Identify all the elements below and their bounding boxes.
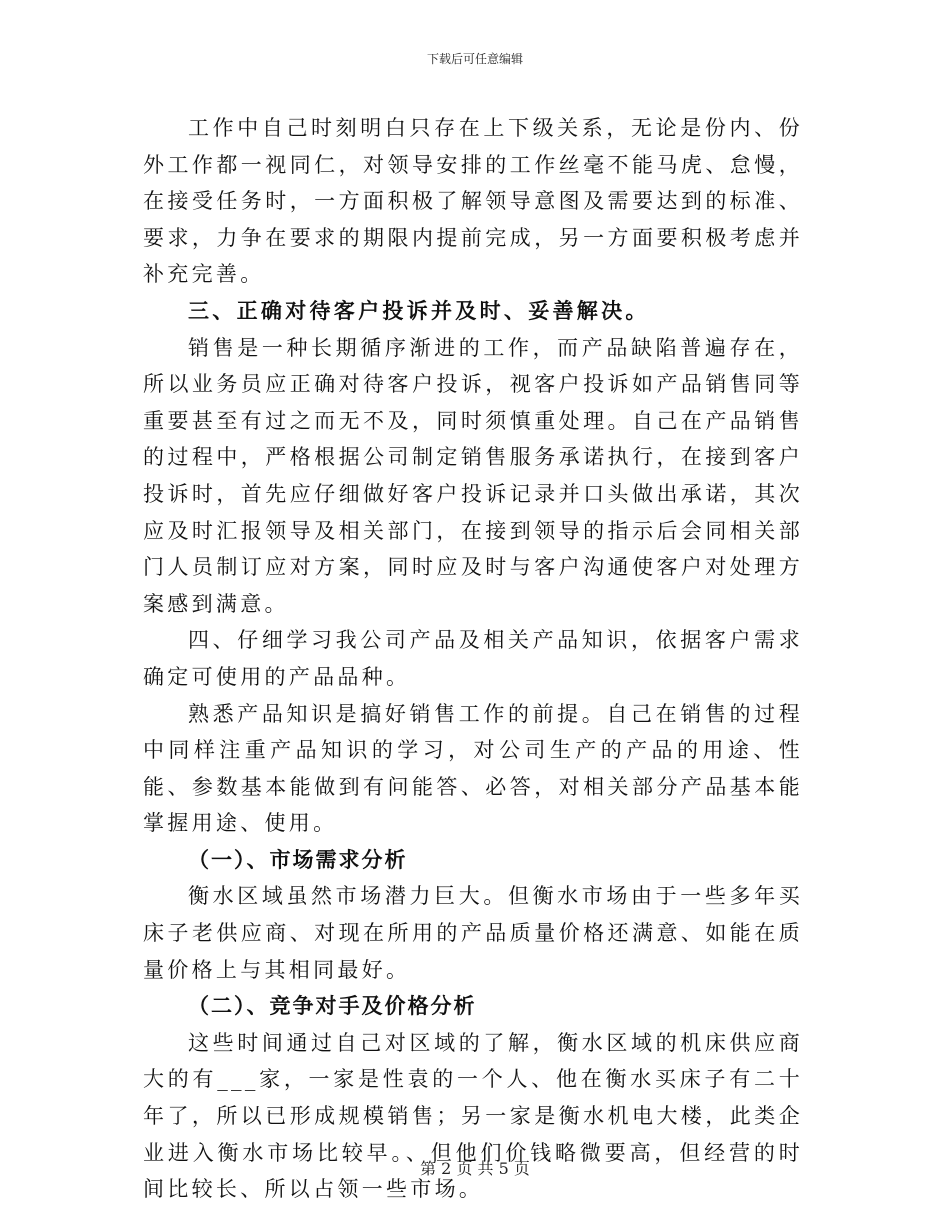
heading-market-demand: （一）、市场需求分析 [188, 846, 408, 872]
heading-competitor-analysis: （二）、竞争对手及价格分析 [188, 993, 477, 1019]
page-number: 第 2 页 共 5 页 [420, 1159, 530, 1178]
paragraph-competitor-analysis: 这些时间通过自己对区域的了解，衡水区域的机床供应商大的有___家，一家是性袁的一个人、他在衡水买床子有二十年了，所以已形成规模销售；另一家是衡水机电大楼，此类企业进入衡水市场比较早。、但他们价钱略微要高，但经营的时间比较长、所以占领一些市场。 [143, 1030, 803, 1202]
paragraph-work-attitude: 工作中自己时刻明白只存在上下级关系，无论是份内、份外工作都一视同仁，对领导安排的工作丝毫不能马虎、怠慢，在接受任务时，一方面积极了解领导意图及需要达到的标准、要求，力争在要求的期限内提前完成，另一方面要积极考虑并补充完善。 [143, 116, 803, 287]
page-header-note: 下载后可任意编辑 [426, 52, 523, 66]
paragraph-complaints: 销售是一种长期循序渐进的工作，而产品缺陷普遍存在，所以业务员应正确对待客户投诉，视客户投诉如产品销售同等重要甚至有过之而无不及，同时须慎重处理。自己在产品销售的过程中，严格根据公司制定销售服务承诺执行，在接到客户投诉时，首先应仔细做好客户投诉记录并口头做出承诺，其次应及时汇报领导及相关部门，在接到领导的指示后会同相关部门人员制订应对方案，同时应及时与客户沟通使客户对处理方案感到满意。 [143, 335, 803, 616]
paragraph-market-demand: 衡水区域虽然市场潜力巨大。但衡水市场由于一些多年买床子老供应商、对现在所用的产品质量价格还满意、如能在质量价格上与其相同最好。 [143, 884, 803, 982]
heading-section-3: 三、正确对待客户投诉并及时、妥善解决。 [188, 297, 650, 323]
heading-section-4: 四、仔细学习我公司产品及相关产品知识，依据客户需求确定可使用的产品品种。 [143, 628, 803, 689]
document-body [143, 110, 803, 1208]
paragraph-product-knowledge: 熟悉产品知识是搞好销售工作的前提。自己在销售的过程中同样注重产品知识的学习，对公司生产的产品的用途、性能、参数基本能做到有问能答、必答，对相关部分产品基本能掌握用途、使用。 [143, 701, 803, 836]
